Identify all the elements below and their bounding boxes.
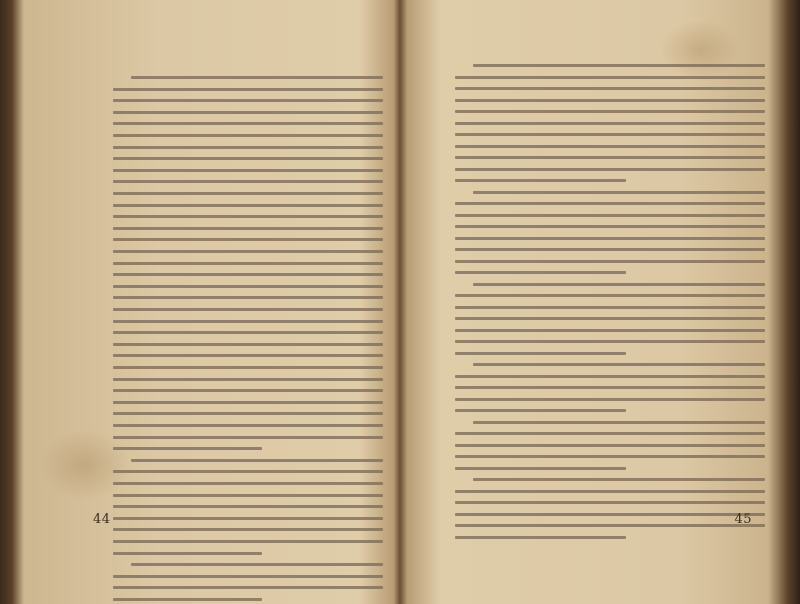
text-line [113,296,383,299]
text-line [455,536,626,539]
text-line [113,111,383,114]
text-line [455,271,626,274]
text-line [455,225,765,228]
text-line [455,444,765,447]
text-line [455,168,765,171]
text-line [455,352,626,355]
text-line [455,524,765,527]
text-line [113,447,262,450]
text-line [113,180,383,183]
text-line [113,227,383,230]
text-line [113,273,383,276]
text-line [113,540,383,543]
text-line [113,482,383,485]
text-line [473,64,765,67]
text-line [455,122,765,125]
text-line [455,340,765,343]
text-line [473,283,765,286]
text-line [113,134,383,137]
text-line [113,343,383,346]
text-line [455,214,765,217]
text-line [113,598,262,601]
text-line [113,122,383,125]
text-line [113,424,383,427]
text-line [455,398,765,401]
text-line [113,146,383,149]
text-line [113,308,383,311]
text-line [473,363,765,366]
text-line [113,169,383,172]
text-line [113,494,383,497]
text-line [455,386,765,389]
text-line [455,110,765,113]
text-line [113,378,383,381]
text-line [113,192,383,195]
text-line [455,156,765,159]
text-line [113,285,383,288]
text-line [455,317,765,320]
text-line [113,436,383,439]
text-line [113,331,383,334]
left-page [18,0,396,604]
text-line [455,87,765,90]
text-line [113,88,383,91]
text-line [113,389,383,392]
text-line [473,191,765,194]
text-line [113,215,383,218]
text-line [455,133,765,136]
text-line [113,262,383,265]
page-number-right: 45 [734,512,752,527]
text-line [131,563,383,566]
page-number-left: 44 [93,512,111,527]
text-line [113,250,383,253]
text-line [113,320,383,323]
text-line [455,260,765,263]
text-line [455,179,626,182]
text-line [113,528,383,531]
text-line [113,552,262,555]
text-line [455,501,765,504]
text-line [455,237,765,240]
text-line [113,157,383,160]
text-line [455,513,765,516]
text-line [455,329,765,332]
text-line [473,478,765,481]
text-line [455,306,765,309]
text-line [455,294,765,297]
text-line [113,412,383,415]
text-line [455,375,765,378]
text-line [131,459,383,462]
text-line [113,586,383,589]
text-line [113,470,383,473]
text-line [113,517,383,520]
text-line [113,354,383,357]
text-line [455,490,765,493]
text-line [113,401,383,404]
text-line [131,76,383,79]
text-line [455,409,626,412]
text-line [113,575,383,578]
text-line [455,99,765,102]
text-line [113,204,383,207]
text-line [455,455,765,458]
text-line [455,248,765,251]
text-line [113,238,383,241]
text-line [455,76,765,79]
text-line [113,366,383,369]
text-line [473,421,765,424]
text-line [455,202,765,205]
text-line [455,467,626,470]
text-line [455,432,765,435]
text-line [113,505,383,508]
text-line [455,145,765,148]
text-line [113,99,383,102]
right-page [410,0,782,604]
